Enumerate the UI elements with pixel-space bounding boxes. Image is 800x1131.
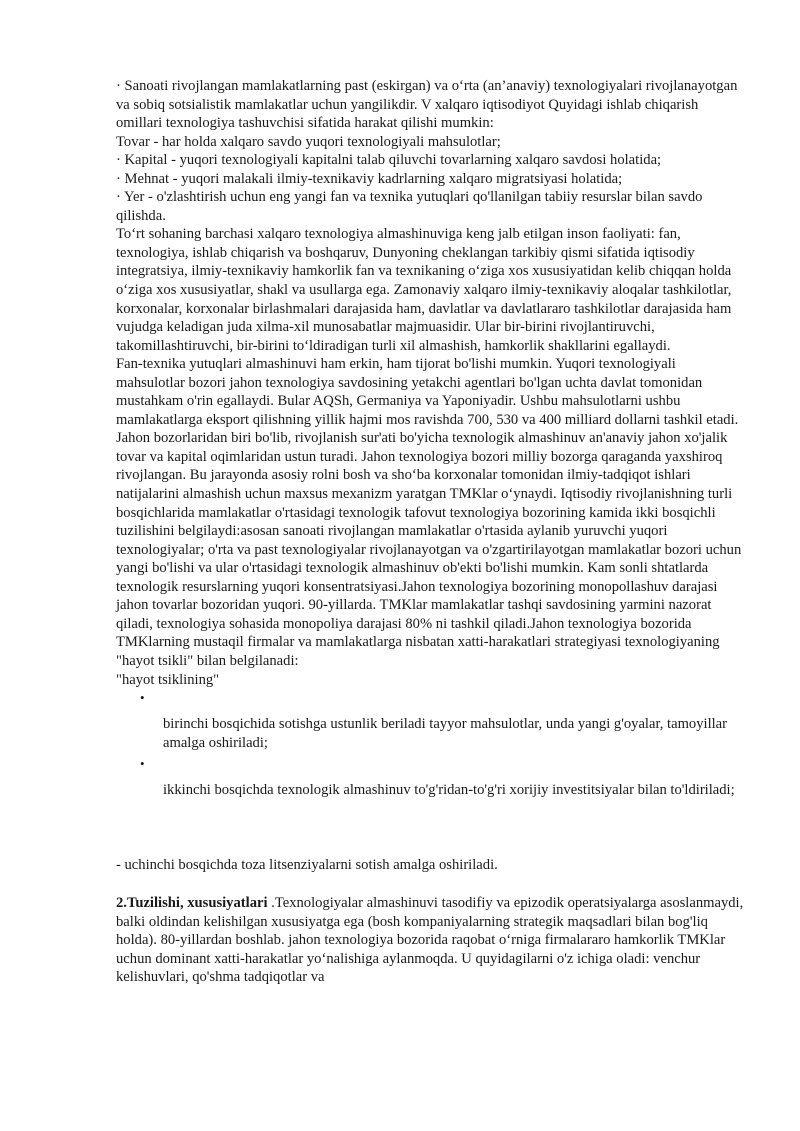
bullet-marker: • bbox=[140, 756, 145, 772]
list-item-text: birinchi bosqichida sotishga ustunlik beriladi tayyor mahsulotlar, unda yangi g'oyalar, tamoyillar amalga oshiriladi; bbox=[163, 716, 728, 751]
paragraph-third-stage: - uchinchi bosqichda toza litsenziyalarni sotish amalga oshiriladi. bbox=[116, 856, 498, 873]
list-item-text: ikkinchi bosqichda texnologik almashinuv to'g'ridan-to'g'ri xorijiy investitsiyalar bilan to'ldiriladi; bbox=[163, 782, 735, 799]
paragraph-capital: · Kapital - yuqori texnologiyali kapitalni talab qiluvchi tovarlarning xalqaro savdosi holatida; bbox=[116, 152, 662, 169]
paragraph-four-spheres: To‘rt sohaning barchasi xalqaro texnologiya almashinuviga keng jalb etilgan inson faoliyati: fan, texnologiya, ishlab chiqarish va boshqaruv, Dunyoning cheklangan tarkibiy qismi sifatida iqtisodiy integratsiya, ilmiy-texnikaviy hamkorlik fan va texnikaning o‘ziga xos xususiyatidan kelib chiqqan holda o‘ziga xos xususiyatlar, shakl va usullarga ega. Zamonaviy xalqaro ilmiy-texnikaviy aloqalar tashkilotlar, korxonalar, korxonalar birlashmalari darajasida ham, davlatlar va davlatlararo tashkilotlar darajasida ham vujudga keladigan juda xilma-xil munosabatlar majmuasidir. Ular bir-birini rivojlantiruvchi, takomillashtiruvchi, bir-birini to‘ldiradigan turli xil almashish, hamkorlik shakllarini egallaydi. bbox=[116, 226, 732, 354]
life-cycle-list bbox=[116, 689, 748, 803]
bullet-marker: • bbox=[140, 690, 145, 706]
section-text: .Texnologiyalar almashinuvi tasodifiy va epizodik operatsiyalarga asoslanmaydi, balki oldindan kelishilgan xususiyatga ega (bosh kompaniyalarning strategik maqsadlari bilan bog'liq holda). 80-yillardan boshlab. jahon texnologiya bozorida raqobat o‘rniga firmalararo hamkorlik TMKlar uchun dominant xatti-harakatlar yo‘nalishiga aylanmoqda. U quyidagilarni o'z ichiga oladi: venchur kelishuvlari, qo'shma tadqiqotlar va bbox=[116, 895, 744, 986]
document-page bbox=[116, 77, 748, 987]
spacer bbox=[116, 874, 748, 894]
list-item bbox=[116, 689, 748, 755]
paragraph-labor: · Mehnat - yuqori malakali ilmiy-texnikaviy kadrlarning xalqaro migratsiyasi holatida; bbox=[116, 170, 623, 187]
paragraph-land: · Yer - o'zlashtirish uchun eng yangi fan va texnika yutuqlari qo'llanilgan tabiiy resurslar bilan savdo qilishda. bbox=[116, 189, 703, 224]
section-heading: 2.Tuzilishi, xususiyatlari bbox=[116, 895, 268, 912]
paragraph-tech-market: Fan-texnika yutuqlari almashinuvi ham erkin, ham tijorat bo'lishi mumkin. Yuqori texnologiyali mahsulotlar bozori jahon texnologiya savdosining yetakchi agentlari bo'lgan uchta davlat tomonidan mustahkam o'rin egallaydi. Bular AQSh, Germaniya va Yaponiyadir. Ushbu mahsulotlarni ushbu mamlakatlarga eksport qilishning yillik hajmi mos ravishda 700, 530 va 400 milliard dollarni tashkil etadi. Jahon bozorlaridan biri bo'lib, rivojlanish sur'ati bo'yicha texnologik almashinuv an'anaviy jahon xo'jalik tovar va kapital oqimlaridan ustun turadi. Jahon texnologiya bozori milliy bozorga qaraganda yaxshiroq rivojlangan. Bu jarayonda asosiy rolni bosh va sho‘ba korxonalar tomonidan ilmiy-tadqiqot ishlari natijalarini almashish uchun maxsus mexanizm yaratgan TMKlar o‘ynaydi. Iqtisodiy rivojlanishning turli bosqichlarida mamlakatlar o'rtasidagi texnologik tafovut texnologiya bozorining kamida ikki bosqichli tuzilishini belgilaydi:asosan sanoati rivojlangan mamlakatlar o'rtasida aylanib yuruvchi yuqori texnologiyalar; o'rta va past texnologiyalar rivojlanayotgan va o'zgartirilayotgan mamlakatlar bozori uchun yangi bo'lishi va ular o'rtasidagi texnologik almashinuv ob'ekti bo'lishi mumkin. Kam sonli shtatlarda texnologik resurslarning yuqori konsentratsiyasi.Jahon texnologiya bozorining monopollashuv darajasi jahon tovarlar bozoridan yuqori. 90-yillarda. TMKlar mamlakatlar tashqi savdosining yarmini nazorat qiladi, texnologiya sohasida monopoliya darajasi 80% ni tashkil qiladi.Jahon texnologiya bozorida TMKlarning mustaqil firmalar va mamlakatlarga nisbatan xatti-harakatlari strategiyasi texnologiyaning "hayot tsikli" bilan belgilanadi: bbox=[116, 356, 742, 669]
paragraph-section-2 bbox=[116, 894, 748, 987]
paragraph-goods: Tovar - har holda xalqaro savdo yuqori texnologiyali mahsulotlar; bbox=[116, 133, 501, 150]
list-item bbox=[116, 755, 748, 803]
paragraph-factors-intro: · Sanoati rivojlangan mamlakatlarning past (eskirgan) va o‘rta (an’anaviy) texnologiyalari rivojlanayotgan va sobiq sotsialistik mamlakatlar uchun yangilikdir. V xalqaro iqtisodiyot Quyidagi ishlab chiqarish omillari texnologiya tashuvchisi sifatida harakat qilishi mumkin: bbox=[116, 78, 738, 132]
spacer bbox=[116, 803, 748, 856]
paragraph-life-cycle-label: "hayot tsiklining" bbox=[116, 671, 220, 688]
